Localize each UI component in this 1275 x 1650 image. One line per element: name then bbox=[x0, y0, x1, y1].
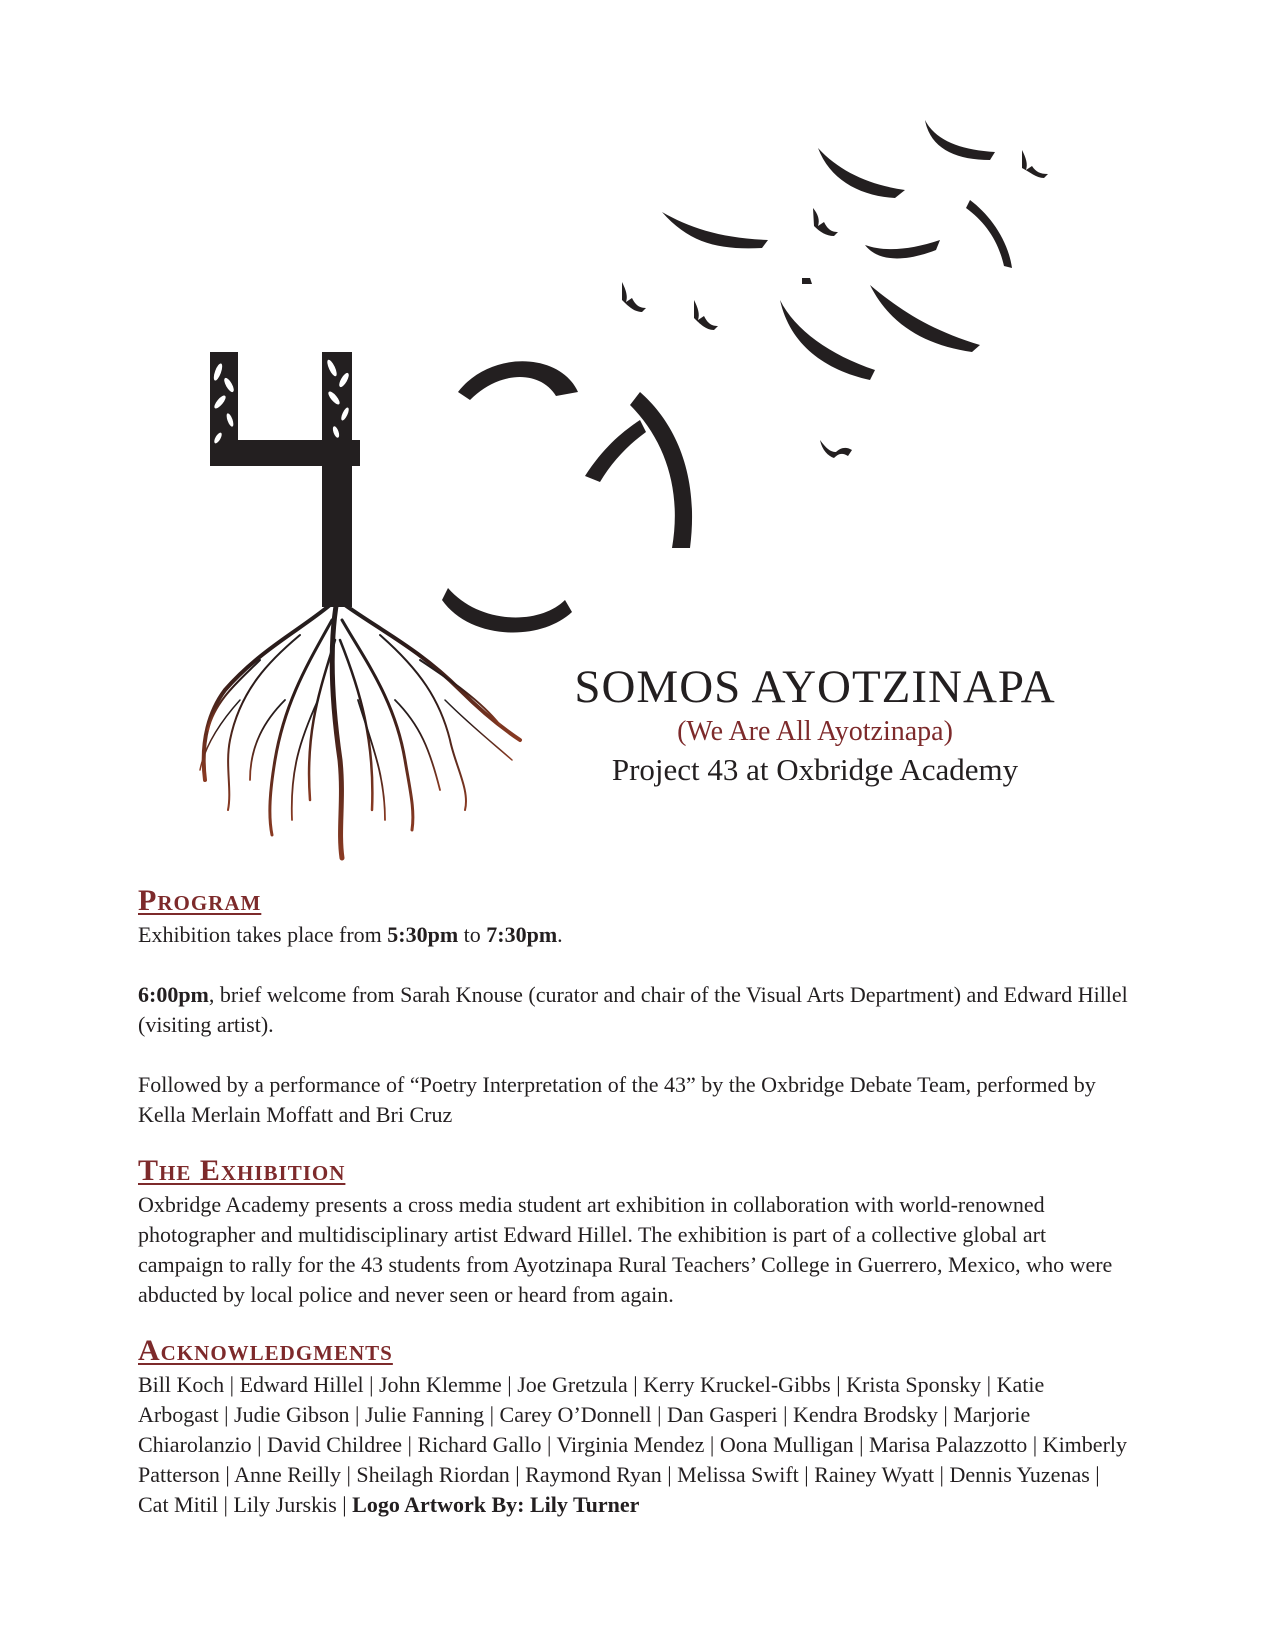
acknowledgments-names: Bill Koch | Edward Hillel | John Klemme | Joe Gretzula | Kerry Kruckel-Gibbs | Krista Sponsky | Katie Arbogast | Judie Gibson | Julie Fanning | Carey O’Donnell | Dan Gasperi | Kendra Brodsky | Marjorie Chiarolanzio | David Childree | Richard Gallo | Virginia Mendez | Oona Mulligan | Marisa Palazzotto | Kimberly Patterson | Anne Reilly | Sheilagh Riordan | Raymond Ryan | Melissa Swift | Rainey Wyatt | Dennis Yuzenas | Cat Mitil | Lily Jurskis | bbox=[138, 1372, 1128, 1517]
title-block bbox=[520, 660, 1110, 790]
exhibition-heading: The Exhibition bbox=[138, 1154, 346, 1187]
flying-birds-icon bbox=[622, 120, 1048, 458]
welcome-time: 6:00pm bbox=[138, 982, 209, 1007]
acknowledgments-list bbox=[138, 1370, 1128, 1520]
logo-credit: Logo Artwork By: Lily Turner bbox=[352, 1492, 640, 1517]
main-content bbox=[138, 882, 1128, 1520]
start-time: 5:30pm bbox=[387, 922, 459, 947]
page-subtitle: (We Are All Ayotzinapa) bbox=[677, 716, 953, 747]
acknowledgments-heading: Acknowledgments bbox=[138, 1334, 393, 1367]
page-title: SOMOS AYOTZINAPA bbox=[574, 661, 1056, 713]
program-heading: Program bbox=[138, 884, 262, 917]
number-three-icon bbox=[442, 361, 692, 632]
project-line: Project 43 at Oxbridge Academy bbox=[611, 752, 1019, 787]
tree-roots-icon bbox=[200, 600, 520, 858]
program-welcome: 6:00pm, brief welcome from Sarah Knouse (curator and chair of the Visual Arts Department) and Edward Hillel (visiting artist). bbox=[138, 982, 1128, 1037]
program-performance: Followed by a performance of “Poetry Interpretation of the 43” by the Oxbridge Debate Team, performed by Kella Merlain Moffatt and Bri Cruz bbox=[138, 1072, 1096, 1127]
program-times: Exhibition takes place from 5:30pm to 7:30pm. bbox=[138, 922, 563, 947]
end-time: 7:30pm bbox=[486, 922, 558, 947]
exhibition-text: Oxbridge Academy presents a cross media student art exhibition in collaboration with world-renowned photographer and multidisciplinary artist Edward Hillel. The exhibition is part of a collective global art campaign to rally for the 43 students from Ayotzinapa Rural Teachers’ College in Guerrero, Mexico, who were abducted by local police and never seen or heard from again. bbox=[138, 1192, 1113, 1307]
